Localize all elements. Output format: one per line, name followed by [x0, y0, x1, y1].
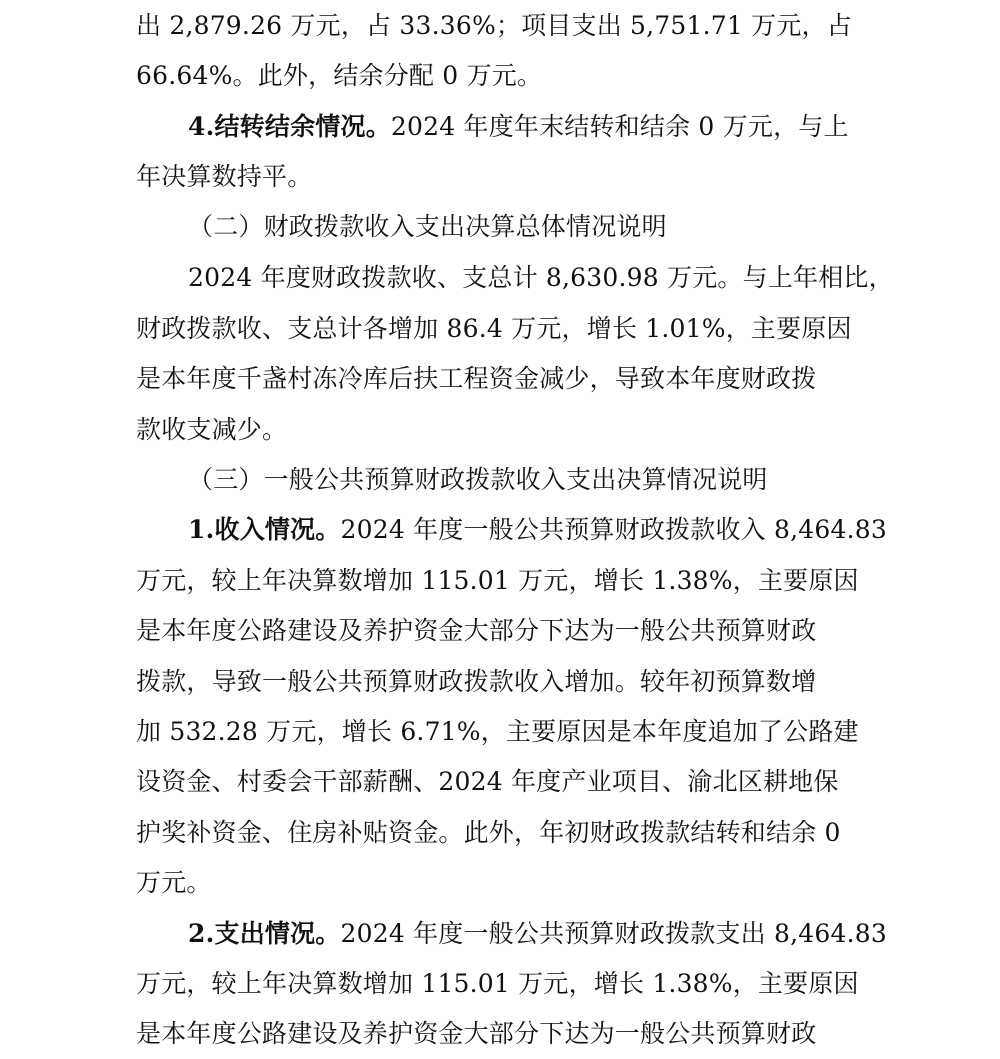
- text-line: [0, 959, 1000, 1009]
- text-line: [0, 102, 1000, 152]
- text-line: [0, 606, 1000, 656]
- line-text: 年决算数持平。: [136, 162, 313, 191]
- line-text: 万元。: [136, 868, 212, 897]
- line-text: 财政拨款收、支总计各增加 86.4 万元，增长 1.01%，主要原因: [136, 314, 852, 343]
- text-line: [0, 1, 1000, 51]
- text-line: [0, 405, 1000, 455]
- line-lead: 4.结转结余情况。: [188, 112, 391, 141]
- line-text: 是本年度公路建设及养护资金大部分下达为一般公共预算财政: [136, 1019, 817, 1048]
- text-line: [0, 909, 1000, 959]
- line-text: 万元，较上年决算数增加 115.01 万元，增长 1.38%，主要原因: [136, 566, 859, 595]
- line-text: 款收支减少。: [136, 415, 288, 444]
- line-text: 拨款，导致一般公共预算财政拨款收入增加。较年初预算数增: [136, 667, 817, 696]
- line-text: （三）一般公共预算财政拨款收入支出决算情况说明: [188, 465, 768, 494]
- line-text: 2024 年度财政拨款收、支总计 8,630.98 万元。与上年相比，: [188, 263, 894, 292]
- line-text: 万元，较上年决算数增加 115.01 万元，增长 1.38%，主要原因: [136, 969, 859, 998]
- line-text: （二）财政拨款收入支出决算总体情况说明: [188, 212, 667, 241]
- section-heading: [0, 202, 1000, 252]
- line-text: 加 532.28 万元，增长 6.71%，主要原因是本年度追加了公路建: [136, 717, 859, 746]
- line-text: 2024 年度一般公共预算财政拨款支出 8,464.83: [340, 919, 887, 948]
- line-lead: 2.支出情况。: [188, 919, 341, 948]
- line-text: 护奖补资金、住房补贴资金。此外，年初财政拨款结转和结余 0: [136, 818, 841, 847]
- text-line: [0, 556, 1000, 606]
- text-line: [0, 657, 1000, 707]
- text-line: [0, 757, 1000, 807]
- text-line: [0, 858, 1000, 908]
- text-line: [0, 253, 1000, 303]
- text-line: [0, 354, 1000, 404]
- line-text: 设资金、村委会干部薪酬、2024 年度产业项目、渝北区耕地保: [136, 767, 839, 796]
- text-line: [0, 808, 1000, 858]
- line-text: 出 2,879.26 万元，占 33.36%；项目支出 5,751.71 万元，占: [136, 11, 852, 40]
- line-text: 2024 年度年末结转和结余 0 万元，与上: [390, 112, 849, 141]
- line-text: 66.64%。此外，结余分配 0 万元。: [136, 61, 543, 90]
- line-text: 是本年度公路建设及养护资金大部分下达为一般公共预算财政: [136, 616, 817, 645]
- text-line: [0, 152, 1000, 202]
- text-line: [0, 51, 1000, 101]
- line-text: 是本年度千盏村冻冷库后扶工程资金减少，导致本年度财政拨: [136, 364, 817, 393]
- line-text: 2024 年度一般公共预算财政拨款收入 8,464.83: [340, 515, 887, 544]
- text-line: [0, 1009, 1000, 1059]
- text-line: [0, 707, 1000, 757]
- text-line: [0, 304, 1000, 354]
- text-line: [0, 505, 1000, 555]
- section-heading: [0, 455, 1000, 505]
- line-lead: 1.收入情况。: [188, 515, 341, 544]
